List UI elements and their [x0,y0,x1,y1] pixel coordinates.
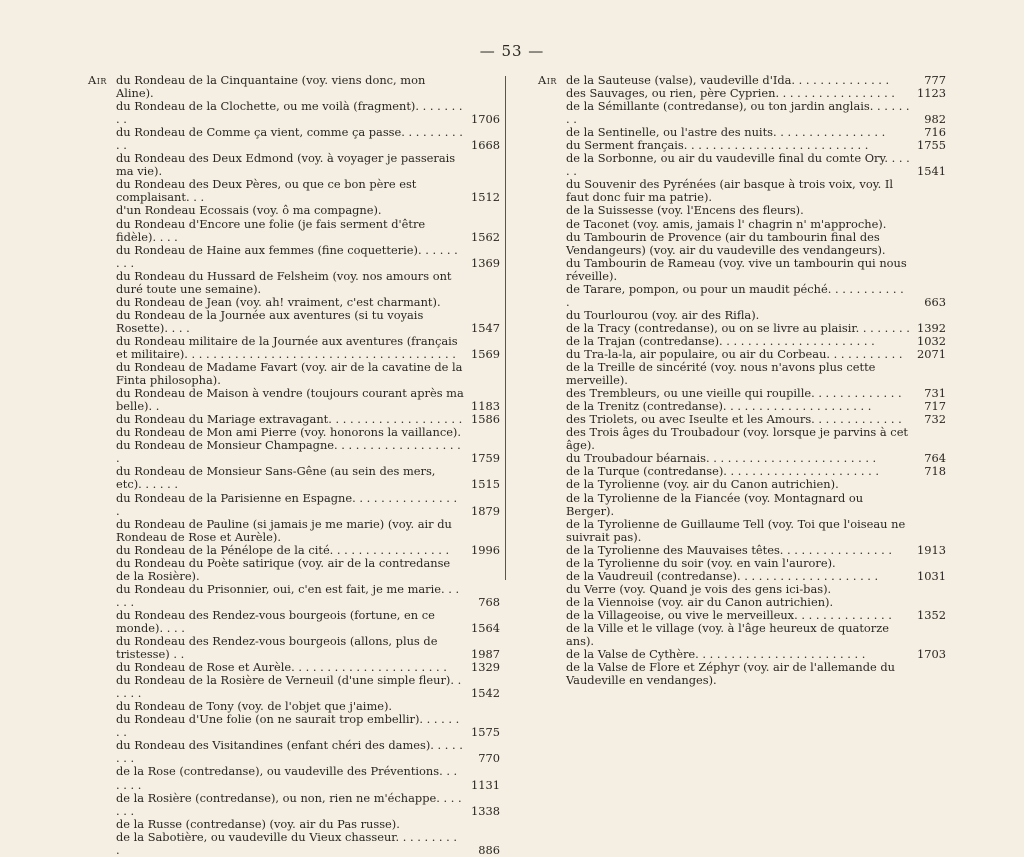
entry-title: de la Villageoise, ou vive le merveilleux. . . . . . . . . . . . . . [566,607,892,622]
entry-title: du Rondeau de la Clochette, ou me voilà (fragment). . . . . . . . . [116,99,463,127]
entry-title: de la Tyrolienne des Mauvaises têtes. . . . . . . . . . . . . . . . [566,542,893,557]
entry-title: d'un Rondeau Ecossais (voy. ô ma compagne). [116,203,382,218]
index-entry [88,557,500,583]
right-column [510,74,946,687]
entry-title: du Rondeau de Maison à vendre (toujours courant après ma belle). . [116,386,464,414]
index-entry [88,583,500,609]
entry-number: 1031 [917,568,946,583]
entry-title: de la Tyrolienne de la Fiancée (voy. Montagnard ou Berger). [566,490,864,518]
entry-title: du Rondeau de la Parisienne en Espagne. . . . . . . . . . . . . . . . [116,490,458,518]
entry-title: de la Sorbonne, ou air du vaudeville final du comte Ory. . . . . . [566,151,910,179]
index-entry [88,309,500,335]
entry-number: 1131 [471,777,500,792]
entry-title: des Trois âges du Troubadour (voy. lorsque je parvins à cet âge). [566,425,909,453]
entry-number: 716 [924,125,946,140]
entry-title: du Tambourin de Rameau (voy. vive un tambourin qui nous réveille). [566,255,907,283]
entry-title: de la Sentinelle, ou l'astre des nuits. . . . . . . . . . . . . . . . [566,125,886,140]
index-entry [538,426,946,452]
entry-title: du Tambourin de Provence (air du tambourin final des Vendangeurs) (voy. air du vaudeville des vendangeurs). [566,229,886,257]
entry-title: de la Tyrolienne du soir (voy. en vain l'aurore). [566,555,836,570]
entry-number: 1512 [471,190,500,205]
entry-title: du Rondeau des Rendez-vous bourgeois (fortune, en ce monde). . . . [116,607,435,635]
index-entry [538,661,946,687]
index-entry [88,387,500,413]
entry-number: 1329 [471,660,500,675]
index-entry [538,152,946,178]
entry-title: du Rondeau des Rendez-vous bourgeois (allons, plus de tristesse) . . [116,634,438,662]
entry-title: du Rondeau de la Pénélope de la cité. . . . . . . . . . . . . . . . . [116,542,450,557]
entry-number: 777 [924,73,946,87]
entry-number: 1183 [471,399,500,414]
entry-title: de la Rose (contredanse), ou vaudeville des Préventions. . . . . . . [116,764,458,792]
entry-title: de la Tyrolienne (voy. air du Canon autrichien). [566,477,839,492]
entry-number: 1547 [471,320,500,335]
entry-number: 1759 [471,451,500,466]
index-entry [88,792,500,818]
index-entry [88,465,500,491]
entry-number: 1703 [917,647,946,662]
entry-title: de la Tracy (contredanse), ou on se livre au plaisir. . . . . . . . [566,320,910,335]
entry-title: de Tarare, pompon, ou pour un maudit péché. . . . . . . . . . . . [566,281,904,309]
entry-title: du Rondeau de Mon ami Pierre (voy. honorons la vaillance). [116,425,461,440]
entry-title: de la Vaudreuil (contredanse). . . . . . . . . . . . . . . . . . . . [566,568,879,583]
index-entry [88,765,500,791]
entry-title: du Rondeau des Deux Pères, ou que ce bon père est complaisant. . . [116,177,417,205]
entry-title: de la Sémillante (contredanse), ou ton jardin anglais. . . . . . . . [566,99,910,127]
entry-title: de la Suissesse (voy. l'Encens des fleurs). [566,203,804,218]
entry-number: 768 [478,594,500,609]
entry-title: du Rondeau du Poète satirique (voy. air de la contredanse de la Rosière). [116,555,451,583]
entry-number: 1668 [471,138,500,153]
index-entry [88,831,500,857]
entry-title: du Rondeau de Madame Favart (voy. air de la cavatine de la Finta philosopha). [116,360,463,388]
entry-number: 718 [924,464,946,479]
entry-title: du Troubadour béarnais. . . . . . . . . . . . . . . . . . . . . . . . [566,451,877,466]
entry-title: de la Viennoise (voy. air du Canon autrichien). [566,594,834,609]
entry-title: de Taconet (voy. amis, jamais l' chagrin n' m'approche). [566,216,887,231]
entry-title: du Rondeau de Monsieur Champagne. . . . . . . . . . . . . . . . . . . [116,438,461,466]
entry-number: 1392 [917,320,946,335]
entry-number: 770 [478,751,500,766]
entry-title: du Tra-la-la, air populaire, ou air du Corbeau. . . . . . . . . . . [566,346,903,361]
entry-number: 1515 [471,477,500,492]
entry-title: du Rondeau de la Journée aux aventures (si tu voyais Rosette). . . . [116,307,424,335]
index-entry [88,739,500,765]
index-entry [88,218,500,244]
entry-number: 1562 [471,229,500,244]
entry-number: 1564 [471,620,500,635]
entry-title: de la Trajan (contredanse). . . . . . . . . . . . . . . . . . . . . . [566,333,875,348]
entry-number: 1987 [471,647,500,662]
entry-number: 1369 [471,255,500,270]
entry-number: 1913 [917,542,946,557]
index-entry [88,178,500,204]
index-entry [538,622,946,648]
index-entry [88,674,500,700]
entry-number: 1586 [471,412,500,427]
entry-number: 1032 [917,333,946,348]
index-entry [538,492,946,518]
entry-title: du Rondeau militaire de la Journée aux aventures (français et militaire). . . . . . . . . . . . . . . . . . . . . . . . . . . . . . . . . . . . . . [116,333,458,361]
entry-number: 717 [924,399,946,414]
entry-title: du Souvenir des Pyrénées (air basque à trois voix, voy. Il faut donc fuir ma patrie). [566,177,893,205]
entry-number: 886 [478,842,500,857]
entry-title: de la Turque (contredanse). . . . . . . . . . . . . . . . . . . . . . [566,464,879,479]
entry-title: de la Sauteuse (valse), vaudeville d'Ida. . . . . . . . . . . . . . [566,73,890,87]
entry-title: du Rondeau des Deux Edmond (voy. à voyager je passerais ma vie). [116,151,456,179]
index-entry [538,257,946,283]
entry-title: du Rondeau d'Une folie (on ne saurait trop embellir). . . . . . . . [116,712,460,740]
entry-title: du Tourlourou (voy. air des Rifla). [566,307,760,322]
entry-number: 982 [924,112,946,127]
entry-number: 1996 [471,542,500,557]
index-entry [88,635,500,661]
index-entry [88,152,500,178]
entry-title: du Verre (voy. Quand je vois des gens ici-bas). [566,581,832,596]
entry-title: du Rondeau de la Rosière de Verneuil (d'une simple fleur). . . . . . [116,673,462,701]
entry-title: des Trembleurs, ou une vieille qui roupille. . . . . . . . . . . . . [566,386,902,401]
entry-title: du Rondeau de Pauline (si jamais je me marie) (voy. air du Rondeau de Rose et Aurèle). [116,516,452,544]
index-entry [88,492,500,518]
entry-number: 1569 [471,346,500,361]
entry-title: des Triolets, ou avec Iseulte et les Amours. . . . . . . . . . . . . [566,412,902,427]
entry-title: du Rondeau de Jean (voy. ah! vraiment, c'est charmant). [116,294,441,309]
entry-title: de la Tyrolienne de Guillaume Tell (voy. Toi que l'oiseau ne suivrait pas). [566,516,906,544]
entry-title: du Rondeau de Monsieur Sans-Gêne (au sein des mers, etc). . . . . . [116,464,436,492]
entry-title: de la Trenitz (contredanse). . . . . . . . . . . . . . . . . . . . . [566,399,872,414]
entry-title: du Rondeau du Hussard de Felsheim (voy. nos amours ont duré toute une semaine). [116,268,452,296]
entry-number: 663 [924,294,946,309]
entry-title: de la Sabotière, ou vaudeville du Vieux chasseur. . . . . . . . . . [116,829,458,857]
index-entry [88,126,500,152]
entry-title: de la Rosière (contredanse), ou non, rien ne m'échappe. . . . . . . [116,790,462,818]
entry-number: 1338 [471,803,500,818]
entry-number: 1706 [471,112,500,127]
entry-number: 731 [924,386,946,401]
index-entry [538,178,946,204]
entry-title: du Rondeau de Tony (voy. de l'objet que j'aime). [116,699,393,714]
index-entry [538,361,946,387]
entry-number: 1879 [471,503,500,518]
entry-number: 1542 [471,686,500,701]
entry-title: du Rondeau de la Cinquantaine (voy. viens donc, mon Aline). [116,73,426,101]
entry-number: 1755 [917,138,946,153]
index-entry [88,100,500,126]
index-entry [538,518,946,544]
entry-number: 1123 [917,86,946,101]
entry-title: du Rondeau de Haine aux femmes (fine coquetterie). . . . . . . . . [116,242,458,270]
index-entry [88,609,500,635]
entry-number: 764 [924,451,946,466]
index-entry [88,74,500,100]
entry-number: 1541 [917,164,946,179]
entry-title: du Rondeau de Comme ça vient, comme ça passe. . . . . . . . . . . [116,125,463,153]
entry-title: du Rondeau du Prisonnier, oui, c'en est fait, je me marie. . . . . . [116,581,460,609]
entry-lead: Air [538,73,557,87]
index-entry [538,100,946,126]
column-divider [505,76,506,580]
entry-number: 1575 [471,725,500,740]
entry-title: des Sauvages, ou rien, père Cyprien. . . . . . . . . . . . . . . . . [566,86,895,101]
left-column [60,74,500,857]
entry-title: de la Valse de Flore et Zéphyr (voy. air de l'allemande du Vaudeville en vendanges). [566,660,895,688]
entry-title: de la Treille de sincérité (voy. nous n'avons plus cette merveille). [566,360,876,388]
entry-title: du Rondeau d'Encore une folie (je fais serment d'être fidèle). . . . [116,216,426,244]
index-entry [538,283,946,309]
index-entry [538,231,946,257]
entry-lead: Air [88,73,107,87]
index-entry [88,713,500,739]
entry-title: de la Valse de Cythère. . . . . . . . . . . . . . . . . . . . . . . . [566,647,866,662]
entry-title: du Rondeau de Rose et Aurèle. . . . . . . . . . . . . . . . . . . . . . [116,660,447,675]
entry-number: 2071 [917,346,946,361]
index-entry [88,518,500,544]
index-entry [88,335,500,361]
index-entry [88,439,500,465]
entry-title: du Rondeau des Visitandines (enfant chéri des dames). . . . . . . . [116,738,463,766]
index-entry [88,244,500,270]
entry-title: du Rondeau du Mariage extravagant. . . . . . . . . . . . . . . . . . . [116,412,463,427]
entry-title: de la Russe (contredanse) (voy. air du Pas russe). [116,816,400,831]
entry-title: de la Ville et le village (voy. à l'âge heureux de quatorze ans). [566,620,889,649]
page-number: — 53 — [479,42,545,60]
index-entry [88,270,500,296]
entry-title: du Serment français. . . . . . . . . . . . . . . . . . . . . . . . . . [566,138,869,153]
entry-number: 732 [924,412,946,427]
index-entry [88,361,500,387]
entry-number: 1352 [917,607,946,622]
